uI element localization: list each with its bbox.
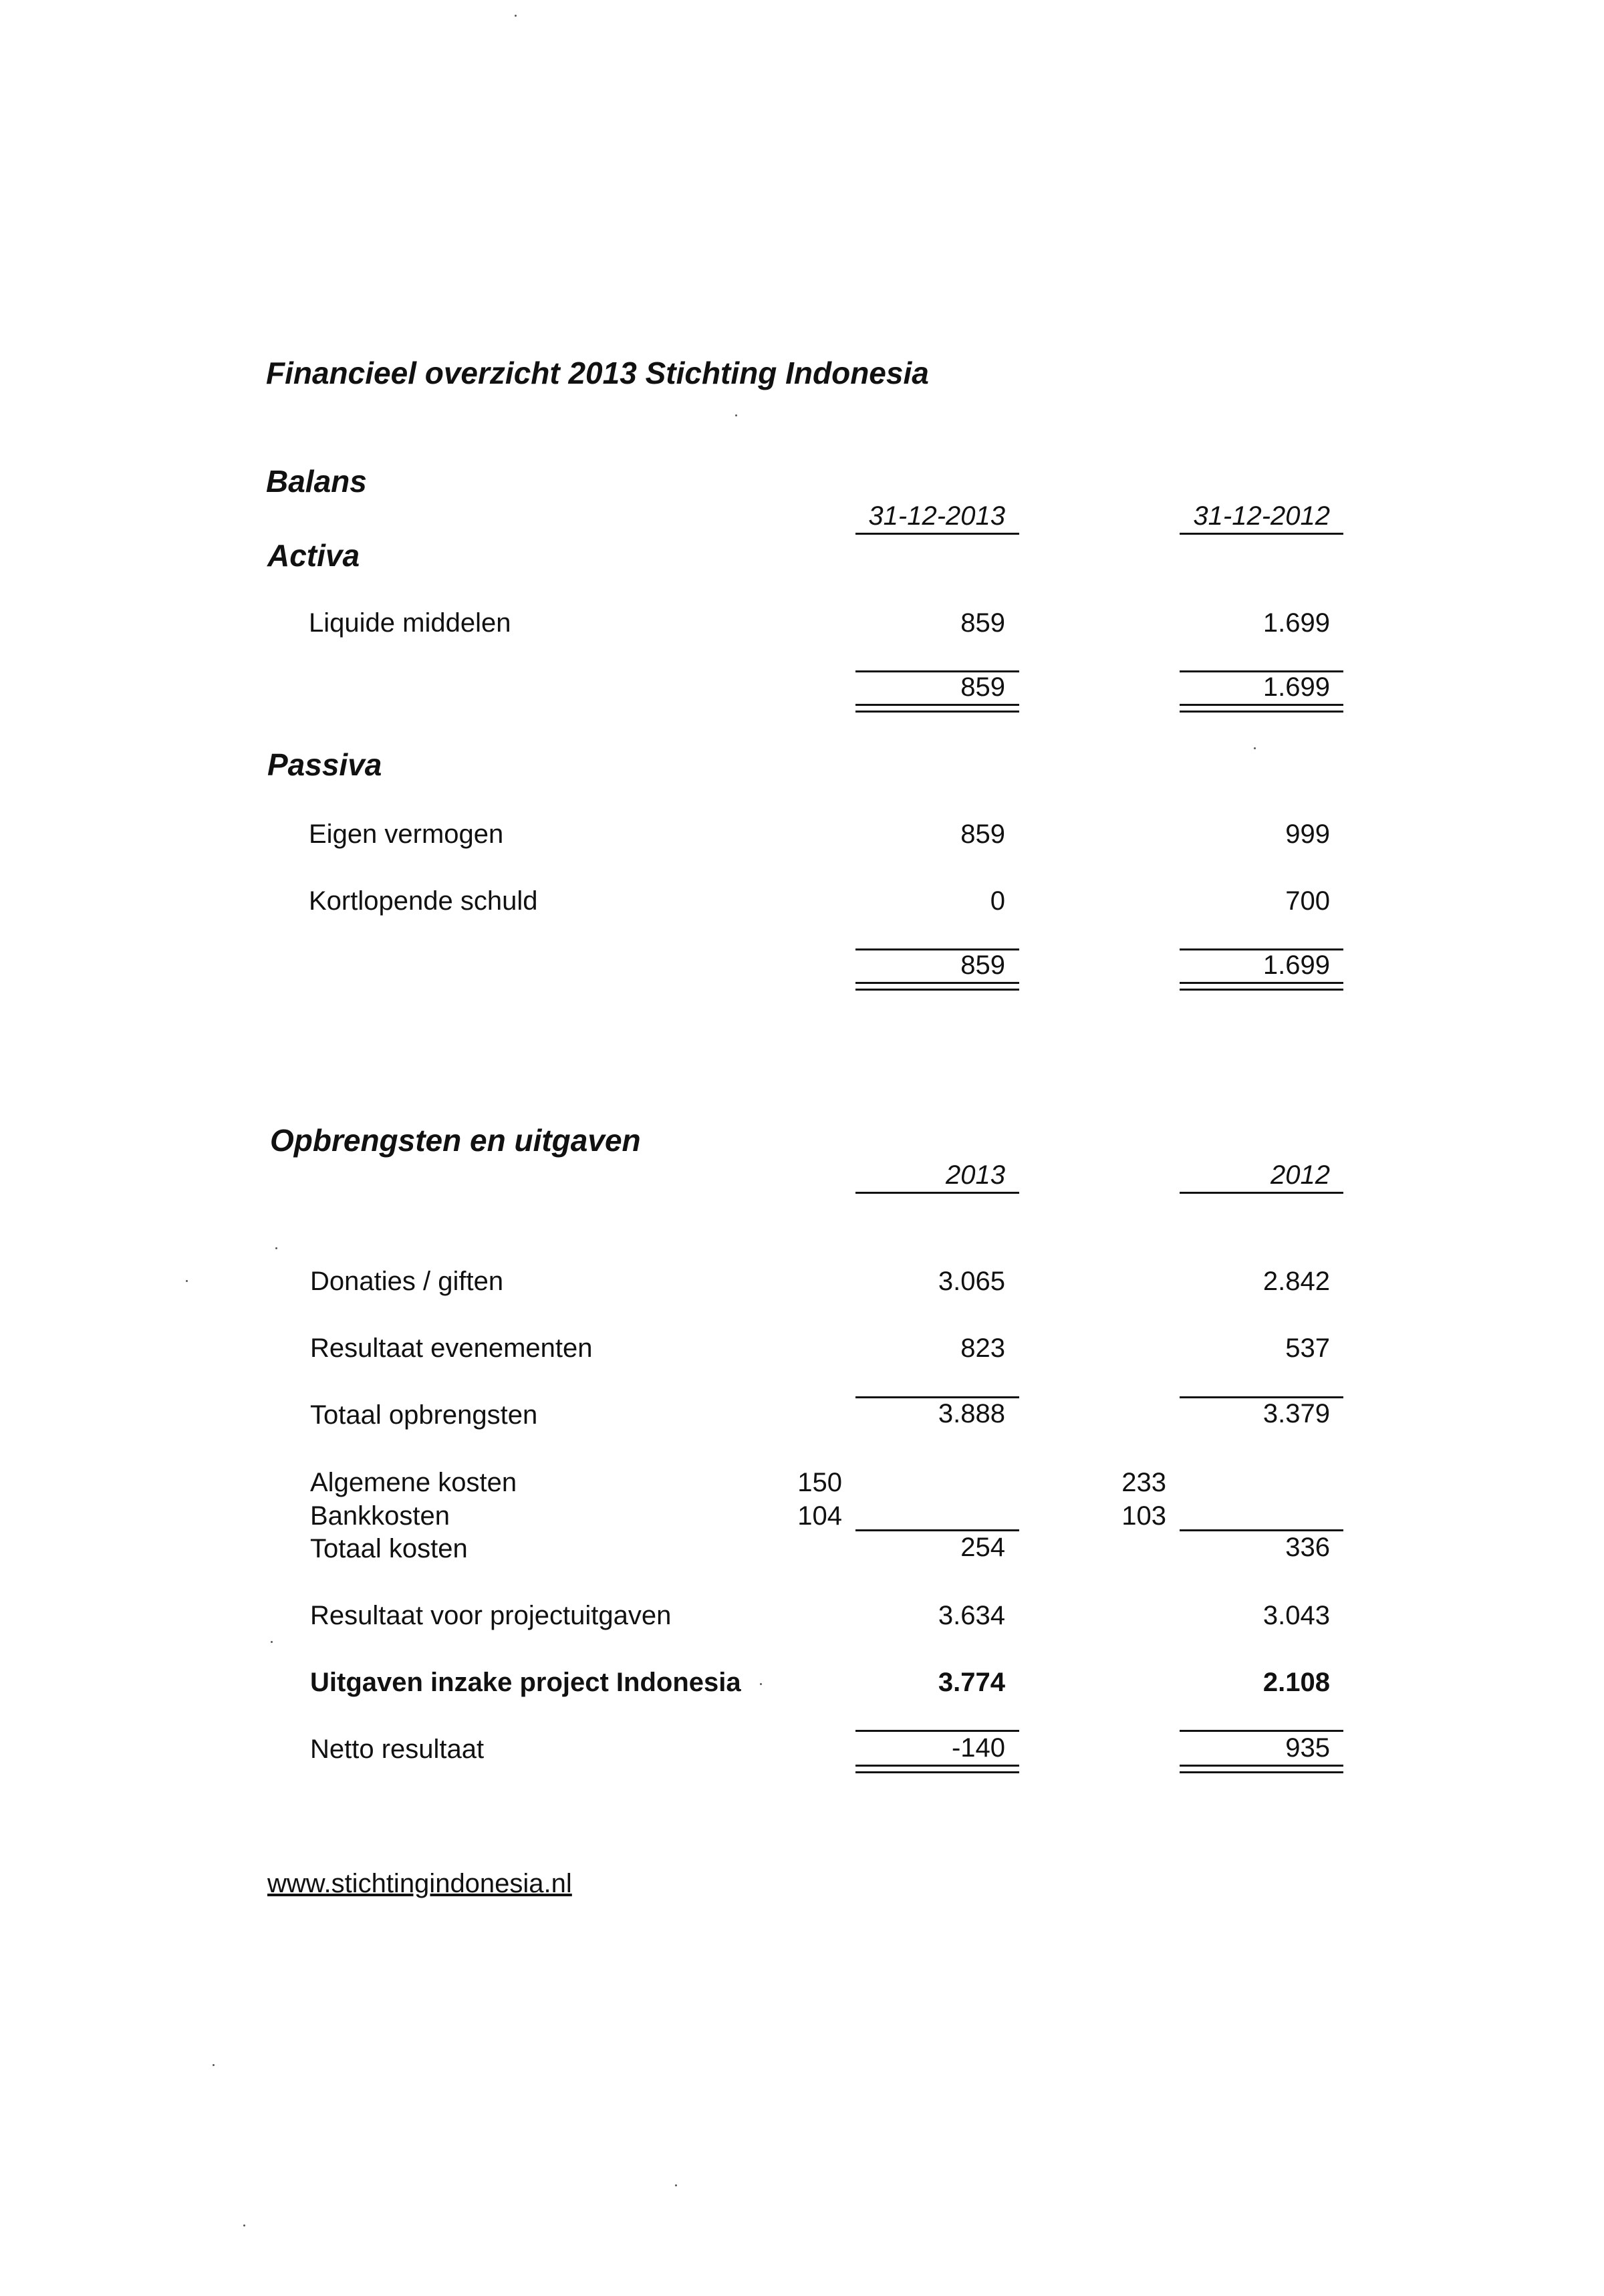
value-donaties-2012: 2.842 (1262, 1267, 1330, 1296)
value-eigen-vermogen-2012: 999 (1285, 819, 1330, 849)
value-totaal-kosten-2013: 254 (960, 1533, 1005, 1562)
row-label-totaal-opbrengsten: Totaal opbrengsten (310, 1400, 538, 1430)
row-label-liquide-middelen: Liquide middelen (309, 608, 511, 638)
passiva-total-double-underline-2012 (1180, 982, 1343, 991)
scan-speck (1254, 747, 1256, 749)
row-label-resultaat-voor-projectuitgaven: Resultaat voor projectuitgaven (310, 1601, 672, 1630)
value-resultaat-voor-2012: 3.043 (1262, 1601, 1330, 1630)
activa-total-2012: 1.699 (1262, 672, 1330, 702)
row-label-kortlopende-schuld: Kortlopende schuld (309, 886, 538, 916)
value-algemene-kosten-2013: 150 (797, 1468, 842, 1497)
value-liquide-middelen-2013: 859 (960, 608, 1005, 638)
opbrengsten-total-rule-2013 (855, 1396, 1019, 1398)
passiva-heading: Passiva (267, 747, 382, 782)
col-2013-header-underline (855, 533, 1019, 535)
row-label-donaties: Donaties / giften (310, 1267, 504, 1296)
balans-col-2012-header: 31-12-2012 (1193, 501, 1330, 531)
value-totaal-opbrengsten-2012: 3.379 (1262, 1399, 1330, 1428)
expl-col-2012-underline (1180, 1192, 1343, 1194)
passiva-total-2013: 859 (960, 950, 1005, 980)
value-totaal-opbrengsten-2013: 3.888 (938, 1399, 1005, 1428)
scan-speck (186, 1280, 188, 1282)
passiva-total-2012: 1.699 (1262, 950, 1330, 980)
expl-col-2012-header: 2012 (1271, 1160, 1330, 1190)
row-label-eigen-vermogen: Eigen vermogen (309, 819, 504, 849)
netto-total-rule-2012 (1180, 1730, 1343, 1732)
activa-total-2013: 859 (960, 672, 1005, 702)
activa-total-double-underline-2012 (1180, 704, 1343, 713)
netto-total-rule-2013 (855, 1730, 1019, 1732)
row-label-uitgaven-project: Uitgaven inzake project Indonesia (310, 1668, 741, 1697)
value-resultaat-voor-2013: 3.634 (938, 1601, 1005, 1630)
value-algemene-kosten-2012: 233 (1121, 1468, 1166, 1497)
value-kortlopende-schuld-2013: 0 (990, 886, 1005, 916)
row-label-algemene-kosten: Algemene kosten (310, 1468, 517, 1497)
value-bankkosten-2013: 104 (797, 1501, 842, 1531)
netto-double-underline-2012 (1180, 1765, 1343, 1773)
value-evenementen-2013: 823 (960, 1333, 1005, 1363)
scan-speck (515, 15, 517, 17)
value-totaal-kosten-2012: 336 (1285, 1533, 1330, 1562)
value-donaties-2013: 3.065 (938, 1267, 1005, 1296)
activa-total-double-underline-2013 (855, 704, 1019, 713)
expl-col-2013-header: 2013 (946, 1160, 1005, 1190)
balans-heading: Balans (266, 464, 367, 499)
row-label-evenementen: Resultaat evenementen (310, 1333, 593, 1363)
row-label-totaal-kosten: Totaal kosten (310, 1534, 468, 1563)
page-title: Financieel overzicht 2013 Stichting Indonesia (266, 356, 929, 390)
scan-speck (275, 1247, 277, 1249)
row-label-bankkosten: Bankkosten (310, 1501, 450, 1531)
scan-speck (213, 2064, 215, 2066)
scan-speck (243, 2224, 245, 2226)
opbrengsten-heading: Opbrengsten en uitgaven (270, 1123, 641, 1158)
scan-speck (735, 414, 737, 416)
netto-double-underline-2013 (855, 1765, 1019, 1773)
opbrengsten-total-rule-2012 (1180, 1396, 1343, 1398)
value-uitgaven-project-2013: 3.774 (938, 1668, 1005, 1697)
value-bankkosten-2012: 103 (1121, 1501, 1166, 1531)
row-label-netto-resultaat: Netto resultaat (310, 1735, 485, 1764)
value-evenementen-2012: 537 (1285, 1333, 1330, 1363)
value-netto-resultaat-2012: 935 (1285, 1733, 1330, 1763)
activa-heading: Activa (267, 538, 360, 573)
passiva-total-double-underline-2013 (855, 982, 1019, 991)
value-uitgaven-project-2012: 2.108 (1262, 1668, 1330, 1697)
kosten-total-rule-2013 (855, 1529, 1019, 1531)
value-kortlopende-schuld-2012: 700 (1285, 886, 1330, 916)
expl-col-2013-underline (855, 1192, 1019, 1194)
scan-speck (760, 1683, 762, 1685)
website-link[interactable]: www.stichtingindonesia.nl (267, 1869, 572, 1898)
value-netto-resultaat-2013: -140 (951, 1733, 1005, 1763)
value-eigen-vermogen-2013: 859 (960, 819, 1005, 849)
kosten-total-rule-2012 (1180, 1529, 1343, 1531)
balans-col-2013-header: 31-12-2013 (868, 501, 1005, 531)
scan-speck (271, 1641, 273, 1643)
value-liquide-middelen-2012: 1.699 (1262, 608, 1330, 638)
col-2012-header-underline (1180, 533, 1343, 535)
scan-speck (675, 2184, 677, 2186)
